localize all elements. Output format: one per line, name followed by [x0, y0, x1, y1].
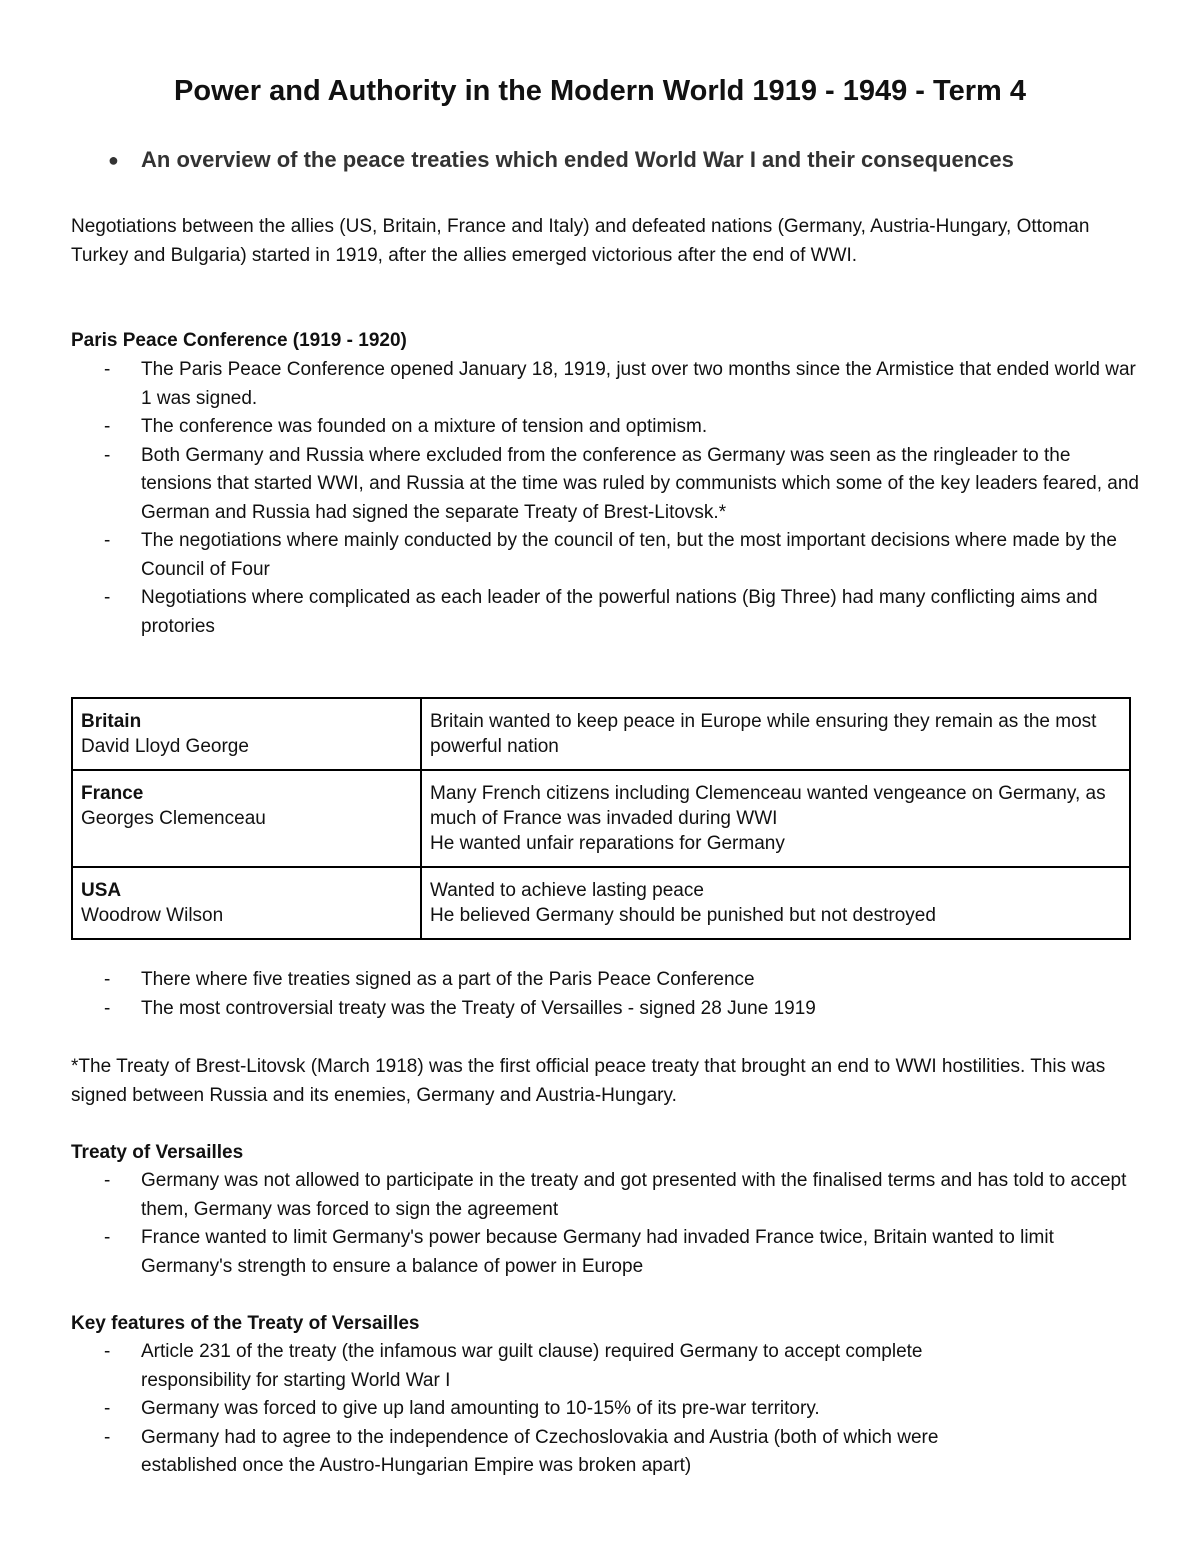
- dash-icon: -: [104, 359, 111, 380]
- paris-heading: Paris Peace Conference (1919 - 1920): [71, 330, 407, 351]
- aims-cell: Wanted to achieve lasting peace He believed Germany should be punished but not destroyed: [421, 867, 1130, 939]
- country-cell: USA Woodrow Wilson: [72, 867, 421, 939]
- dash-icon: -: [104, 1341, 111, 1362]
- dash-icon: -: [104, 1398, 111, 1419]
- subtitle-text: An overview of the peace treaties which ended World War I and their consequences: [141, 147, 1014, 172]
- versailles-list: [71, 1167, 1141, 1281]
- country-cell: Britain David Lloyd George: [72, 698, 421, 770]
- dash-icon: -: [104, 1170, 111, 1191]
- list-item: - The most controversial treaty was the Treaty of Versailles - signed 28 June 1919: [71, 995, 1141, 1024]
- dash-icon: -: [104, 1426, 111, 1448]
- table-row: [72, 698, 1130, 770]
- dash-icon: -: [104, 587, 111, 608]
- dash-icon: -: [104, 416, 111, 437]
- list-item: - Germany had to agree to the independence of Czechoslovakia and Austria (both of which were established once the Austro-Hungarian Empire was broken apart): [71, 1424, 1031, 1481]
- list-item: - There where five treaties signed as a part of the Paris Peace Conference: [71, 966, 1141, 995]
- aims-cell: Many French citizens including Clemenceau wanted vengeance on Germany, as much of France was invaded during WWI He wanted unfair reparations for Germany: [421, 770, 1130, 867]
- bullet-icon: ●: [108, 150, 119, 170]
- table-row: [72, 770, 1130, 867]
- features-list: [71, 1338, 1031, 1481]
- treaties-list: [71, 966, 1141, 1023]
- dash-icon: -: [104, 997, 111, 1019]
- features-heading: Key features of the Treaty of Versailles: [71, 1313, 420, 1334]
- paris-list: [71, 356, 1141, 641]
- list-item: - Negotiations where complicated as each leader of the powerful nations (Big Three) had many conflicting aims and protories: [71, 584, 1141, 641]
- dash-icon: -: [104, 444, 111, 466]
- country-cell: France Georges Clemenceau: [72, 770, 421, 867]
- footnote-paragraph: *The Treaty of Brest-Litovsk (March 1918) was the first official peace treaty that brought an end to WWI hostilities. This was signed between Russia and its enemies, Germany and Austria-Hungary.: [71, 1056, 1106, 1106]
- intro-paragraph: Negotiations between the allies (US, Britain, France and Italy) and defeated nations (Germany, Austria-Hungary, Ottoman Turkey and Bulgaria) started in 1919, after the allies emerged victorious after the end of WWI.: [71, 216, 1090, 266]
- table-row: [72, 867, 1130, 939]
- list-item: - France wanted to limit Germany's power because Germany had invaded France twice, Britain wanted to limit Germany's strength to ensure a balance of power in Europe: [71, 1224, 1141, 1281]
- versailles-heading: Treaty of Versailles: [71, 1142, 244, 1163]
- dash-icon: -: [104, 530, 111, 551]
- aims-cell: Britain wanted to keep peace in Europe while ensuring they remain as the most powerful nation: [421, 698, 1130, 770]
- list-item: - The negotiations where mainly conducted by the council of ten, but the most important decisions where made by the Council of Four: [71, 527, 1141, 584]
- list-item: - Both Germany and Russia where excluded from the conference as Germany was seen as the ringleader to the tensions that started WWI, and Russia at the time was ruled by communists which some of the key leaders feared, and German and Russia had signed the separate Treaty of Brest-Litovsk.*: [71, 442, 1141, 528]
- document-title: Power and Authority in the Modern World 1919 - 1949 - Term 4: [174, 75, 1026, 107]
- dash-icon: -: [104, 1227, 111, 1248]
- list-item: - The conference was founded on a mixture of tension and optimism.: [71, 413, 1141, 442]
- big-three-table: [71, 697, 1131, 940]
- list-item: - Germany was not allowed to participate in the treaty and got presented with the finalised terms and has told to accept them, Germany was forced to sign the agreement: [71, 1167, 1141, 1224]
- dash-icon: -: [104, 969, 111, 990]
- list-item: - Germany was forced to give up land amounting to 10-15% of its pre-war territory.: [71, 1395, 1031, 1424]
- list-item: - Article 231 of the treaty (the infamous war guilt clause) required Germany to accept complete responsibility for starting World War I: [71, 1338, 1031, 1395]
- list-item: - The Paris Peace Conference opened January 18, 1919, just over two months since the Armistice that ended world war 1 was signed.: [71, 356, 1141, 413]
